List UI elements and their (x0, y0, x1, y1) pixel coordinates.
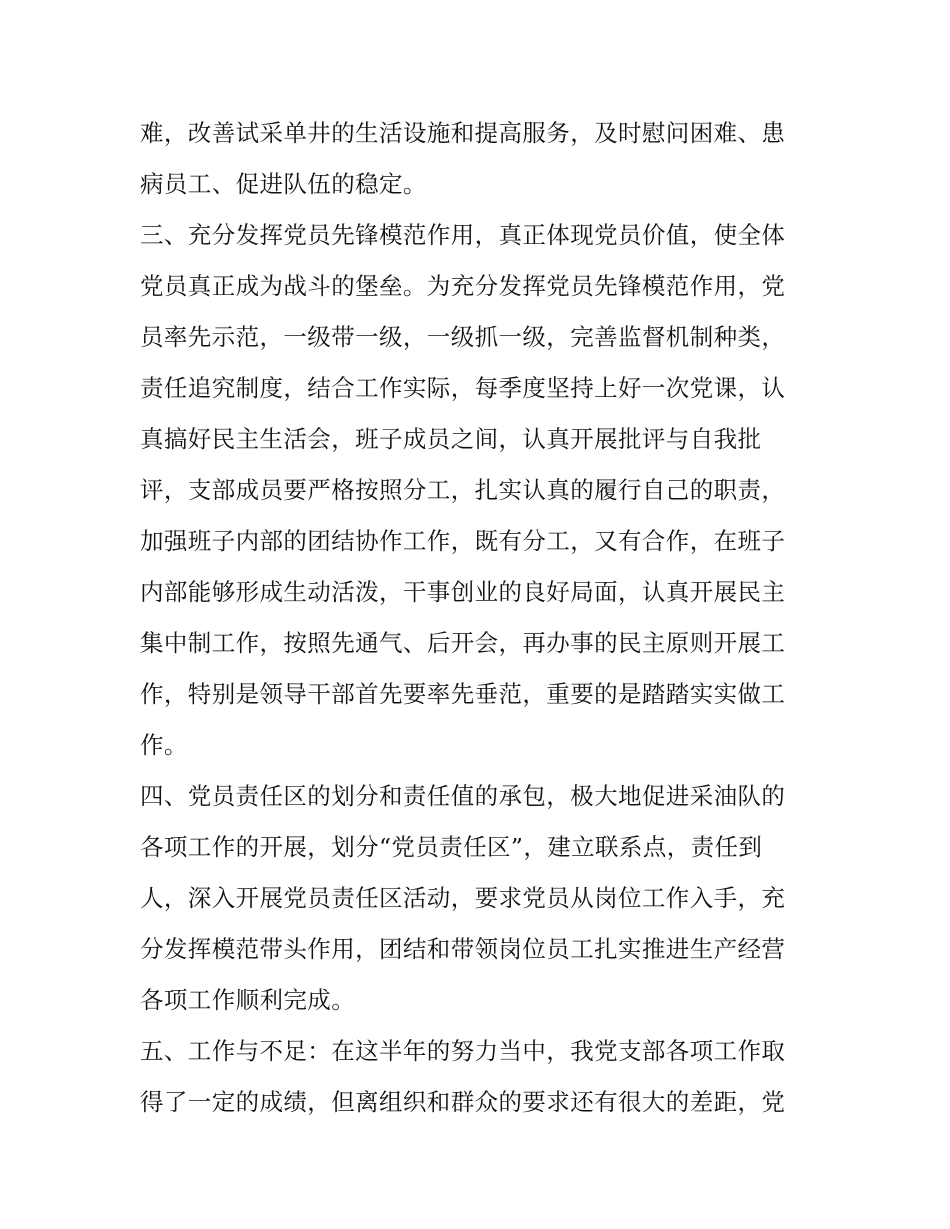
text-line: 党员真正成为战斗的堡垒。为充分发挥党员先锋模范作用，党 (140, 272, 786, 300)
text-line: 作，特别是领导干部首先要率先垂范，重要的是踏踏实实做工 (140, 680, 786, 708)
text-line: 真搞好民主生活会，班子成员之间，认真开展批评与自我批 (140, 425, 762, 453)
text-line: 难，改善试采单井的生活设施和提高服务，及时慰问困难、患 (140, 119, 786, 147)
text-line: 作。 (140, 731, 188, 759)
text-line: 三、充分发挥党员先锋模范作用，真正体现党员价值，使全体 (140, 221, 786, 249)
text-line: 人，深入开展党员责任区活动，要求党员从岗位工作入手，充 (140, 884, 786, 912)
text-line: 员率先示范，一级带一级，一级抓一级，完善监督机制种类， (140, 323, 786, 351)
text-line: 得了一定的成绩，但离组织和群众的要求还有很大的差距，党 (140, 1088, 786, 1116)
text-line: 病员工、促进队伍的稳定。 (140, 170, 427, 198)
text-line: 四、党员责任区的划分和责任值的承包，极大地促进采油队的 (140, 782, 786, 810)
text-line: 五、工作与不足：在这半年的努力当中，我党支部各项工作取 (140, 1037, 786, 1065)
text-line: 评，支部成员要严格按照分工，扎实认真的履行自己的职责， (140, 476, 786, 504)
text-line: 内部能够形成生动活泼，干事创业的良好局面，认真开展民主 (140, 578, 786, 606)
text-line: 加强班子内部的团结协作工作，既有分工，又有合作，在班子 (140, 527, 786, 555)
text-line: 责任追究制度，结合工作实际，每季度坚持上好一次党课，认 (140, 374, 786, 402)
document-body (140, 108, 820, 1128)
text-line: 集中制工作，按照先通气、后开会，再办事的民主原则开展工 (140, 629, 786, 657)
text-line: 分发挥模范带头作用，团结和带领岗位员工扎实推进生产经营 (140, 935, 786, 963)
text-line: 各项工作顺利完成。 (140, 986, 356, 1014)
text-line: 各项工作的开展，划分“党员责任区”，建立联系点，责任到 (140, 833, 763, 861)
